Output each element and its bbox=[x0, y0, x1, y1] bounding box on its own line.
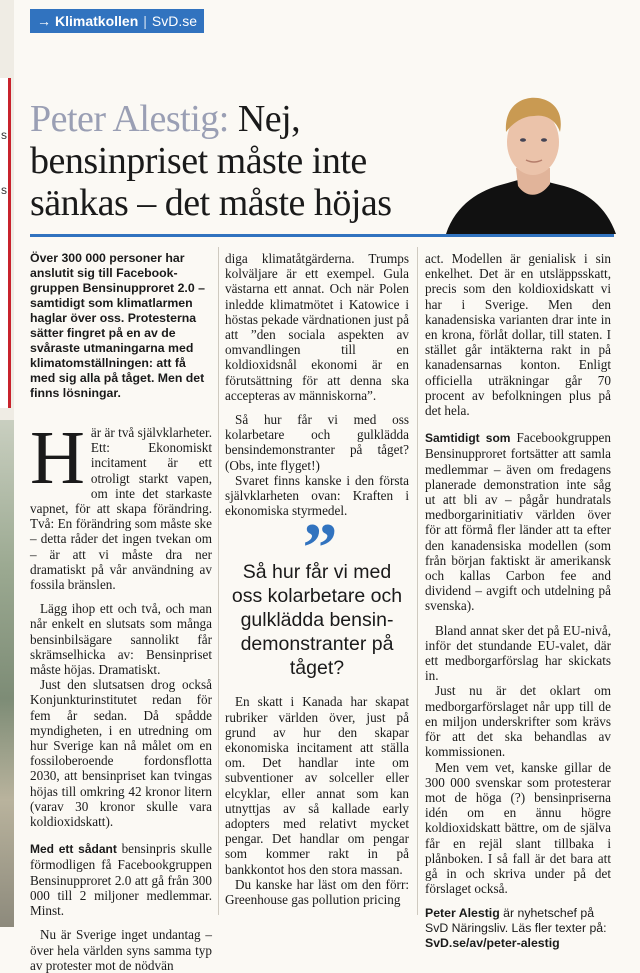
pull-quote bbox=[225, 510, 409, 680]
article-column-3 bbox=[425, 251, 611, 960]
adjacent-text-fragment: s bbox=[1, 183, 7, 197]
body-paragraph: diga klimatåtgärderna. Trumps kolväljare är ett exempel. Gula västarna ett annat. Och när Polen inledde klimatmötet i Katowice i höstas pekade värdnationen just på att ”den sociala aspekten av omvandlingen till en koldioxidsnål ekonomi är en förutsättning för att denna ska accepteras av människorna”. bbox=[225, 251, 409, 403]
body-paragraph: Just nu är det oklart om medborgarförslaget når upp till de en miljon underskrifter som krävs för att det ska behandlas av kommissionen. bbox=[425, 683, 611, 760]
body-paragraph: Lägg ihop ett och två, och man når enkelt en slutsats som många bensinbilsägare sannolikt får skrämselhicka av: Bensinpriset måste höjas. Dramatiskt. bbox=[30, 601, 212, 678]
body-paragraph: act. Modellen är genialisk i sin enkelhet. Det är en utsläppsskatt, precis som den koldioxidskatt vi har i Sverige. Men den kanadensiska varianten drar inte in en krona, förlåt dollar, till staten. I stället går intäkterna rakt in på kanadensarnas konton. Enligt officiella uträkningar går 70 procent av befolkningen plus på det hela. bbox=[425, 251, 611, 419]
kicker-section: Klimatkollen bbox=[55, 13, 139, 29]
body-paragraph: En skatt i Kanada har skapat rubriker världen över, just på grund av hur den skapar ekonomiska incitament att ställa om. Det handlar inte om subventioner av solceller eller elcyklar, eller annat som kan utnyttjas av så kallade early adopters med relativt mycket pengar. Det handlar om pengar som kommer rakt in på bankkontot hos den stora massan. bbox=[225, 694, 409, 877]
body-paragraph bbox=[30, 841, 212, 918]
body-paragraph bbox=[30, 416, 212, 593]
lead-paragraph: Över 300 000 personer har anslutit sig till Facebookgruppen Bensinupproret 2.0 – samtidigt som klimatlarmen haglar över oss. Protesterna sätter fingret på en av de svåraste utmaningarna med klimatomställningen: att få med sig alla på tåget. Men det finns lösningar. bbox=[30, 251, 205, 400]
kicker-separator: | bbox=[143, 13, 147, 29]
section-kicker[interactable] bbox=[30, 9, 204, 33]
body-text: bensinpris skulle förmodligen få Facebookgruppen Bensinupproret 2.0 att gå från 300 000 till 2 miljoner medlemmar. Minst. bbox=[30, 841, 213, 919]
body-paragraph: Bland annat sker det på EU-nivå, inför det stundande EU-valet, där ett medborgarförslag har skickats in. bbox=[425, 622, 611, 684]
body-paragraph: Just den slutsatsen drog också Konjunkturinstitutet redan för fem år sedan. Då spådde myndigheten, i en utredning om hur Sverige kan nå målet om en fossiloberoende fordonsflotta 2030, att bensinpriset kan tvingas höjas till omkring 42 kronor litern (varav 30 kronor skulle vara koldioxidskatt). bbox=[30, 677, 212, 830]
article-column-1 bbox=[30, 251, 212, 973]
body-text: är är två självklarheter. Ett: Ekonomiskt incitament är ett otroligt starkt vapen, om inte det starkaste vapnet, för att skapa förändring. Två: En förändring som måste ske – detta råder det ingen tvekan om – är att vi måste dra ner dramatiskt på vår användning av fossila bränslen. bbox=[30, 425, 212, 593]
arrow-right-icon: → bbox=[37, 13, 51, 29]
adjacent-photo-edge bbox=[0, 420, 14, 927]
body-paragraph: Nu är Sverige inget undantag – över hela världen syns samma typ av protester mot de nödvän bbox=[30, 927, 212, 973]
quote-icon: ” bbox=[302, 510, 332, 588]
byline-name: Peter Alestig bbox=[425, 906, 500, 921]
column-divider bbox=[417, 247, 418, 915]
subhead: Med ett sådant bbox=[30, 842, 117, 857]
adjacent-text-fragment: s bbox=[1, 128, 7, 142]
headline-title: Nej, bensinpriset måste inte sänkas – det måste höjas bbox=[30, 98, 392, 224]
byline-link[interactable]: SvD.se/av/peter-alestig bbox=[425, 936, 560, 951]
body-paragraph bbox=[425, 430, 611, 613]
body-paragraph: Men vem vet, kanske gillar de 300 000 svenskar som protesterar mot de höga (?) bensinpriserna idén om en ännu högre koldioxidskatt bättre, om de själva får en rejäl slant tillbaka i plånboken. I så fall är det bara att gå in och skriva under på det förslaget också. bbox=[425, 759, 611, 897]
body-text: Facebookgruppen Bensinupproret fortsätter att samla medlemmar – även om fredagens planerade demonstration inte såg ut att bli av – pågår hundratals medborgarinitiativ världen över för att förmå fler länder att ta efter den kanadensiska modellen (som från början faktiskt är amerikansk och kallas Carbon fee and dividend – avgift och utdelning på svenska). bbox=[425, 430, 611, 614]
article-column-2 bbox=[225, 251, 409, 907]
drop-cap: H bbox=[30, 416, 85, 500]
author-portrait bbox=[446, 86, 616, 234]
subhead: Samtidigt som bbox=[425, 431, 511, 446]
header-rule bbox=[30, 234, 614, 237]
byline-text: är nyhetschef på SvD Näringsliv. Läs fler texter på: bbox=[425, 906, 607, 936]
kicker-site: SvD.se bbox=[151, 13, 198, 29]
author-byline bbox=[425, 906, 611, 951]
pull-quote-text: Så hur får vi med oss kolarbetare och gulklädda bensindemonstranter på tåget? bbox=[231, 561, 403, 680]
body-paragraph: Svaret finns kanske i den första självklarheten ovan: Kraften i ekonomiska styrmedel. bbox=[225, 472, 409, 519]
body-paragraph: Du kanske har läst om den förr: Greenhouse gas pollution pricing bbox=[225, 876, 409, 908]
headline bbox=[30, 98, 460, 224]
column-divider bbox=[218, 247, 219, 915]
headline-author: Peter Alestig: bbox=[30, 98, 229, 140]
body-paragraph: Så hur får vi med oss kolarbetare och gulklädda bensindemonstranter på tåget? (Obs, inte flyget!) bbox=[225, 412, 409, 473]
